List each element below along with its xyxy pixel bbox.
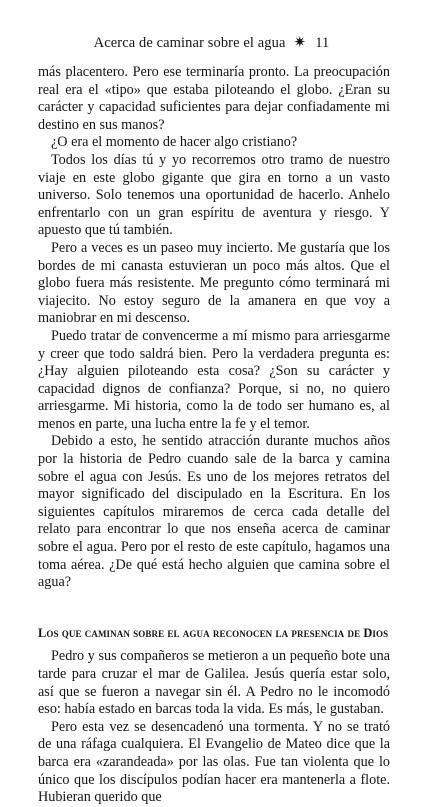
paragraph: Pero esta vez se desencadenó una tormenta. Y no se trató de una ráfaga cualquiera. El Evangelio de Mateo dice que la barca era «zarandeada» por las olas. Fue tan violenta que lo único que los discípulos podían hacer era mantenerla a flote. Hubieran querido que [38,718,390,806]
running-head [0,33,423,52]
paragraph: Todos los días tú y yo recorremos otro tramo de nuestro viaje en este globo gigante que gira en torno a un vasto universo. Solo tenemos una oportunidad de hacerlo. Anhelo enfrentarlo con un gran espíritu de aventura y riesgo. Y apuesto que tú también. [38,151,390,239]
running-head-title: Acerca de caminar sobre el agua [93,35,286,51]
paragraph: Debido a esto, he sentido atracción durante muchos años por la historia de Pedro cuando sale de la barca y camina sobre el agua con Jesús. Es uno de los mejores retratos del mayor significado del discipulado en la Escritura. En los siguientes capítulos miraremos de cerca cada detalle del relato para encontrar lo que nos enseña acerca de caminar sobre el agua. Pero por el resto de este capítulo, hagamos una toma aérea. ¿De qué está hecho alguien que camina sobre el agua? [38,433,390,591]
paragraph: Puedo tratar de convencerme a mí mismo para arriesgarme y creer que todo saldrá bien. Pero la verdadera pregunta es: ¿Hay alguien piloteando esta cosa? ¿Son su carácter y capacidad dignos de confianza? Porque, si no, no quiero arriesgarme. Mi historia, como la de todo ser humano es, al menos en parte, una lucha entre la fe y el temor. [38,327,390,432]
paragraph: ¿O era el momento de hacer algo cristiano? [51,134,298,151]
star-ornament-icon: ✷ [293,35,307,51]
section-body [38,648,390,806]
page-number: 11 [315,35,330,51]
paragraph-continued: más placentero. Pero ese terminaría pronto. La preocupación real era el «tipo» que estaba piloteando el globo. ¿Eran su carácter y capacidad suficientes para dejar confiadamente mi destino en sus manos? [38,64,390,133]
body-text [38,64,390,807]
paragraph: Pedro y sus compañeros se metieron a un pequeño bote una tarde para cruzar el mar de Galilea. Jesús quería estar solo, así que se fueron a navegar sin él. A Pedro no le incomodó eso: había estado en barcas toda la vida. Es más, le gustaban. [38,648,390,718]
section-heading: Los que caminan sobre el agua reconocen la presencia de Dios [38,625,389,640]
paragraph: Pero a veces es un paseo muy incierto. Me gustaría que los bordes de mi canasta estuvieran un poco más altos. Que el globo fuera más resistente. Me pregunto cómo terminará mi viajecito. No estoy seguro de la amanera en que voy a maniobrar en mi descenso. [38,239,390,327]
